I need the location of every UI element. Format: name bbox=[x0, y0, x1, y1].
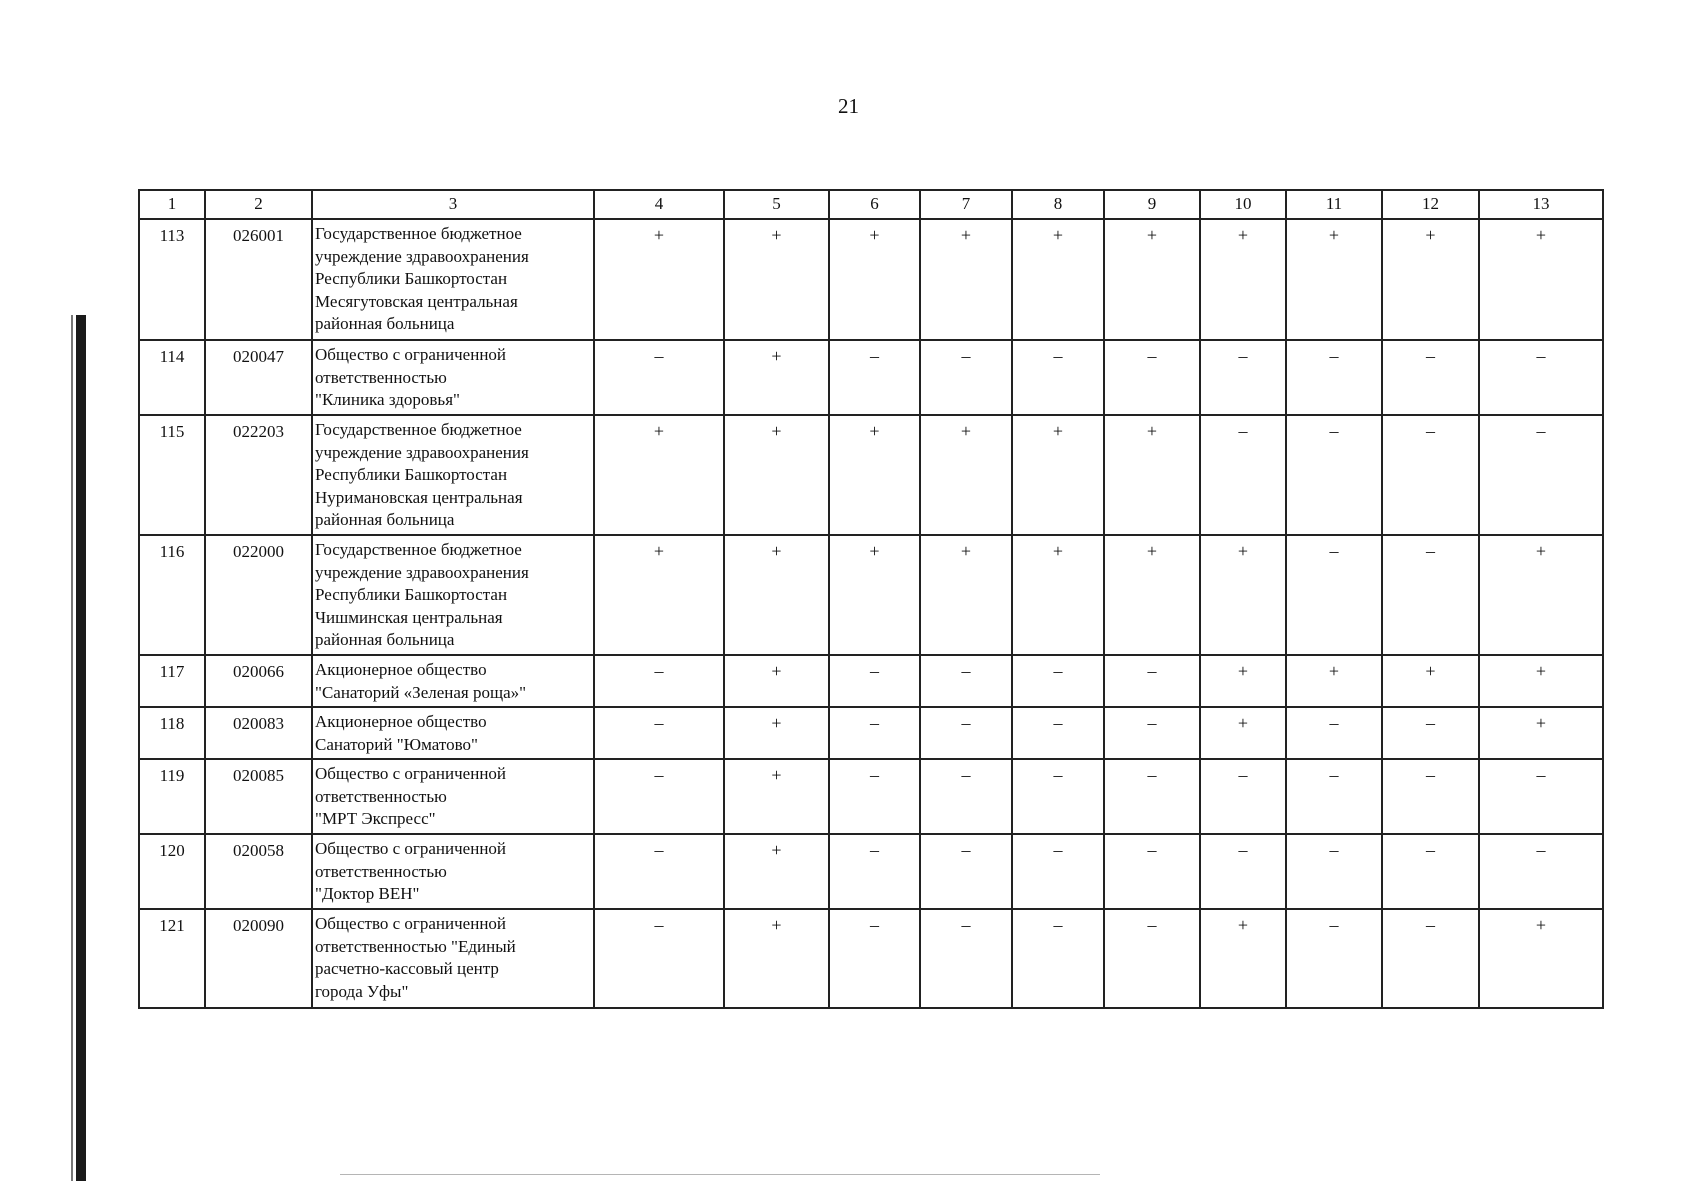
organization-name-line: районная больница bbox=[315, 630, 455, 649]
column-number-header: 3 bbox=[312, 190, 594, 219]
table-row bbox=[139, 655, 1603, 707]
plus-mark: + bbox=[1479, 909, 1603, 1008]
organization-name-line: учреждение здравоохранения bbox=[315, 562, 529, 582]
organization-name bbox=[312, 707, 594, 759]
organization-code: 022000 bbox=[205, 535, 312, 655]
organization-name-line: "МРТ Экспресс" bbox=[315, 809, 436, 828]
dash-mark: – bbox=[920, 759, 1012, 834]
dash-mark: – bbox=[829, 340, 920, 415]
dash-mark: – bbox=[1104, 707, 1200, 759]
scan-bottom-line bbox=[340, 1174, 1100, 1175]
dash-mark: – bbox=[1382, 834, 1479, 909]
plus-mark: + bbox=[594, 535, 724, 655]
organization-name bbox=[312, 415, 594, 535]
dash-mark: – bbox=[829, 707, 920, 759]
organization-name-line: Акционерное общество bbox=[315, 660, 487, 679]
organization-name-line: учреждение здравоохранения bbox=[315, 442, 529, 462]
plus-mark: + bbox=[724, 535, 829, 655]
row-number: 118 bbox=[139, 707, 205, 759]
column-number-header: 9 bbox=[1104, 190, 1200, 219]
dash-mark: – bbox=[1479, 834, 1603, 909]
plus-mark: + bbox=[1479, 707, 1603, 759]
dash-mark: – bbox=[594, 759, 724, 834]
plus-mark: + bbox=[1104, 415, 1200, 535]
dash-mark: – bbox=[920, 340, 1012, 415]
column-number-header: 2 bbox=[205, 190, 312, 219]
organization-code: 020047 bbox=[205, 340, 312, 415]
table-row bbox=[139, 707, 1603, 759]
dash-mark: – bbox=[829, 909, 920, 1008]
column-number-header: 5 bbox=[724, 190, 829, 219]
dash-mark: – bbox=[1012, 340, 1104, 415]
dash-mark: – bbox=[1012, 655, 1104, 707]
plus-mark: + bbox=[1382, 219, 1479, 340]
table-row bbox=[139, 415, 1603, 535]
row-number: 119 bbox=[139, 759, 205, 834]
organization-name-line: Государственное бюджетное bbox=[315, 224, 522, 243]
plus-mark: + bbox=[1104, 219, 1200, 340]
dash-mark: – bbox=[1479, 759, 1603, 834]
dash-mark: – bbox=[920, 909, 1012, 1008]
plus-mark: + bbox=[1200, 707, 1286, 759]
organization-name-line: Государственное бюджетное bbox=[315, 540, 522, 559]
plus-mark: + bbox=[724, 909, 829, 1008]
dash-mark: – bbox=[1382, 707, 1479, 759]
plus-mark: + bbox=[1479, 219, 1603, 340]
column-number-header: 7 bbox=[920, 190, 1012, 219]
dash-mark: – bbox=[594, 909, 724, 1008]
table-row bbox=[139, 834, 1603, 909]
organization-name-line: ответственностью bbox=[315, 861, 447, 881]
organization-name-line: Нуримановская центральная bbox=[315, 487, 523, 507]
organization-name-line: города Уфы" bbox=[315, 981, 409, 1001]
organization-name-line: Общество с ограниченной bbox=[315, 345, 507, 364]
organization-name-line: Акционерное общество bbox=[315, 712, 487, 731]
row-number: 113 bbox=[139, 219, 205, 340]
plus-mark: + bbox=[829, 415, 920, 535]
dash-mark: – bbox=[1286, 909, 1382, 1008]
organization-name-line: районная больница bbox=[315, 510, 455, 529]
organization-code: 020058 bbox=[205, 834, 312, 909]
plus-mark: + bbox=[1012, 535, 1104, 655]
column-number-header: 13 bbox=[1479, 190, 1603, 219]
plus-mark: + bbox=[724, 415, 829, 535]
dash-mark: – bbox=[1012, 759, 1104, 834]
plus-mark: + bbox=[724, 340, 829, 415]
row-number: 115 bbox=[139, 415, 205, 535]
organization-name bbox=[312, 535, 594, 655]
dash-mark: – bbox=[1104, 340, 1200, 415]
dash-mark: – bbox=[1382, 909, 1479, 1008]
organization-name bbox=[312, 655, 594, 707]
organization-code: 020066 bbox=[205, 655, 312, 707]
table-row bbox=[139, 219, 1603, 340]
column-number-header: 10 bbox=[1200, 190, 1286, 219]
organization-name-line: "Санаторий «Зеленая роща»" bbox=[315, 682, 527, 702]
dash-mark: – bbox=[1479, 415, 1603, 535]
dash-mark: – bbox=[1479, 340, 1603, 415]
plus-mark: + bbox=[1200, 535, 1286, 655]
organization-code: 022203 bbox=[205, 415, 312, 535]
plus-mark: + bbox=[1286, 655, 1382, 707]
plus-mark: + bbox=[724, 655, 829, 707]
row-number: 117 bbox=[139, 655, 205, 707]
dash-mark: – bbox=[1104, 909, 1200, 1008]
dash-mark: – bbox=[1012, 909, 1104, 1008]
organization-name-line: "Доктор ВЕН" bbox=[315, 884, 420, 903]
organization-name-line: ответственностью bbox=[315, 367, 447, 387]
dash-mark: – bbox=[829, 655, 920, 707]
organization-name-line: учреждение здравоохранения bbox=[315, 246, 529, 266]
header-row bbox=[139, 190, 1603, 219]
organization-name bbox=[312, 759, 594, 834]
dash-mark: – bbox=[1200, 834, 1286, 909]
table-body bbox=[139, 190, 1603, 1008]
organization-name-line: ответственностью bbox=[315, 786, 447, 806]
table-row bbox=[139, 909, 1603, 1008]
plus-mark: + bbox=[1479, 535, 1603, 655]
dash-mark: – bbox=[1286, 535, 1382, 655]
organization-name-line: Государственное бюджетное bbox=[315, 420, 522, 439]
row-number: 116 bbox=[139, 535, 205, 655]
plus-mark: + bbox=[1200, 219, 1286, 340]
dash-mark: – bbox=[1200, 340, 1286, 415]
dash-mark: – bbox=[1286, 340, 1382, 415]
plus-mark: + bbox=[1012, 415, 1104, 535]
dash-mark: – bbox=[1382, 535, 1479, 655]
dash-mark: – bbox=[1286, 759, 1382, 834]
organization-name-line: "Клиника здоровья" bbox=[315, 390, 460, 409]
column-number-header: 4 bbox=[594, 190, 724, 219]
dash-mark: – bbox=[1286, 834, 1382, 909]
dash-mark: – bbox=[1382, 759, 1479, 834]
plus-mark: + bbox=[920, 535, 1012, 655]
row-number: 121 bbox=[139, 909, 205, 1008]
page-number: 21 bbox=[838, 94, 859, 118]
table-row bbox=[139, 759, 1603, 834]
row-number: 114 bbox=[139, 340, 205, 415]
dash-mark: – bbox=[829, 834, 920, 909]
plus-mark: + bbox=[1200, 655, 1286, 707]
dash-mark: – bbox=[1286, 707, 1382, 759]
dash-mark: – bbox=[1200, 759, 1286, 834]
table-row bbox=[139, 340, 1603, 415]
organization-code: 020083 bbox=[205, 707, 312, 759]
organization-code: 026001 bbox=[205, 219, 312, 340]
plus-mark: + bbox=[724, 707, 829, 759]
scan-edge-bar bbox=[76, 315, 86, 1181]
plus-mark: + bbox=[829, 219, 920, 340]
organization-name-line: Республики Башкортостан bbox=[315, 269, 508, 288]
dash-mark: – bbox=[829, 759, 920, 834]
plus-mark: + bbox=[594, 219, 724, 340]
scan-edge-line bbox=[71, 315, 73, 1181]
organization-name-line: расчетно-кассовый центр bbox=[315, 959, 499, 978]
organization-name bbox=[312, 909, 594, 1008]
dash-mark: – bbox=[594, 834, 724, 909]
dash-mark: – bbox=[1012, 707, 1104, 759]
plus-mark: + bbox=[1012, 219, 1104, 340]
organization-name-line: Общество с ограниченной bbox=[315, 839, 507, 858]
dash-mark: – bbox=[1382, 415, 1479, 535]
organization-name bbox=[312, 219, 594, 340]
organization-name bbox=[312, 340, 594, 415]
plus-mark: + bbox=[1479, 655, 1603, 707]
column-number-header: 11 bbox=[1286, 190, 1382, 219]
plus-mark: + bbox=[920, 415, 1012, 535]
organization-code: 020085 bbox=[205, 759, 312, 834]
table-row bbox=[139, 535, 1603, 655]
registry-table bbox=[138, 189, 1604, 1009]
dash-mark: – bbox=[920, 707, 1012, 759]
dash-mark: – bbox=[594, 655, 724, 707]
dash-mark: – bbox=[920, 655, 1012, 707]
dash-mark: – bbox=[1104, 834, 1200, 909]
plus-mark: + bbox=[829, 535, 920, 655]
dash-mark: – bbox=[594, 340, 724, 415]
plus-mark: + bbox=[1382, 655, 1479, 707]
plus-mark: + bbox=[1200, 909, 1286, 1008]
dash-mark: – bbox=[1200, 415, 1286, 535]
dash-mark: – bbox=[1104, 759, 1200, 834]
dash-mark: – bbox=[1104, 655, 1200, 707]
organization-name-line: ответственностью "Единый bbox=[315, 936, 516, 956]
plus-mark: + bbox=[1286, 219, 1382, 340]
organization-name-line: Месягутовская центральная bbox=[315, 291, 518, 311]
organization-name-line: Республики Башкортостан bbox=[315, 585, 508, 604]
plus-mark: + bbox=[724, 759, 829, 834]
plus-mark: + bbox=[594, 415, 724, 535]
organization-name-line: Республики Башкортостан bbox=[315, 465, 508, 484]
row-number: 120 bbox=[139, 834, 205, 909]
organization-name bbox=[312, 834, 594, 909]
column-number-header: 6 bbox=[829, 190, 920, 219]
organization-name-line: Общество с ограниченной bbox=[315, 764, 507, 783]
organization-name-line: Санаторий "Юматово" bbox=[315, 734, 478, 754]
dash-mark: – bbox=[1012, 834, 1104, 909]
dash-mark: – bbox=[920, 834, 1012, 909]
organization-name-line: районная больница bbox=[315, 314, 455, 333]
column-number-header: 8 bbox=[1012, 190, 1104, 219]
organization-code: 020090 bbox=[205, 909, 312, 1008]
dash-mark: – bbox=[594, 707, 724, 759]
organization-name-line: Чишминская центральная bbox=[315, 607, 503, 627]
plus-mark: + bbox=[920, 219, 1012, 340]
organization-name-line: Общество с ограниченной bbox=[315, 914, 507, 933]
dash-mark: – bbox=[1382, 340, 1479, 415]
dash-mark: – bbox=[1286, 415, 1382, 535]
plus-mark: + bbox=[724, 219, 829, 340]
column-number-header: 1 bbox=[139, 190, 205, 219]
column-number-header: 12 bbox=[1382, 190, 1479, 219]
plus-mark: + bbox=[724, 834, 829, 909]
plus-mark: + bbox=[1104, 535, 1200, 655]
